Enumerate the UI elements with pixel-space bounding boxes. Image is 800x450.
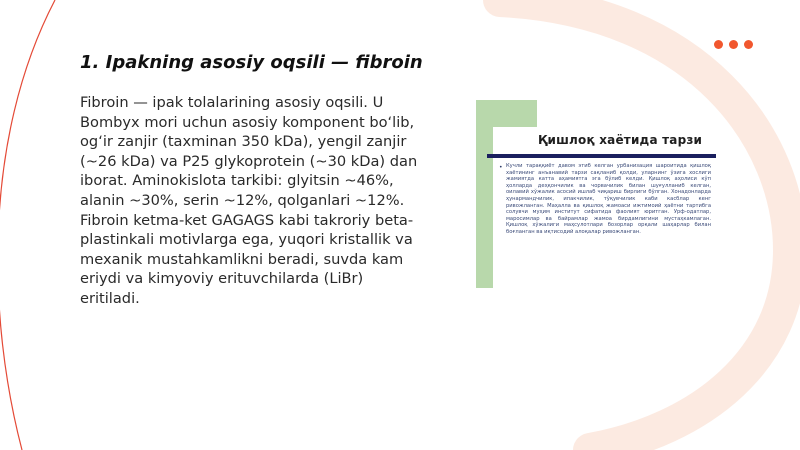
embedded-slide-text: Кучли тараққиёт давом этиб келган урбанизация шароитида қишлоқ хаётининг анъанавий тарзи сақланиб қолди, уларнинг ўзига хослиги жамиятда катта аҳамиятга эга бўлиб келди. Қишлоқ аҳолиси кўп ҳолларда деҳқончилик ва чорвачилик билан шуғулланиб келган, оилавий хўжалик асосий ишлаб чиқариш бирлиги бўлган. Хонадонларда ҳунармандчилик, ипакчилик, тўқувчилик каби касблар кенг ривожланган. Маҳалла ва қишлоқ жамоаси ижтимоий ҳаётни тартибга солувчи муҳим институт сифатида фаолият юритган. Урф-одатлар, маросимлар ва байрамлар жамоа бирдамлигини мустаҳкамлаган. Қишлоқ хўжалиги маҳсулотлари бозорлар орқали шаҳарлар билан боғланган ва иқтисодий алоқалар ривожланган. <box>506 163 711 235</box>
green-frame-horizontal <box>476 100 537 127</box>
embedded-slide-image <box>476 100 716 288</box>
dot <box>744 40 753 49</box>
dot <box>729 40 738 49</box>
green-frame-vertical <box>476 100 493 288</box>
navy-rule <box>487 154 716 158</box>
slide-title: 1. Ipakning asosiy oqsili — fibroin <box>80 52 423 73</box>
slide-body-text: Fibroin — ipak tolalarining asosiy oqsili. U Bombyx mori uchun asosiy komponent bo‘lib, og‘ir zanjir (taxminan 350 kDa), yengil zanjir (~26 kDa) va P25 glykoprotein (~30 kDa) dan iborat. Aminokislota tarkibi: glyitsin ~46%, alanin ~30%, serin ~12%, qolganlari ~12%. Fibroin ketma-ket GAGAGS kabi takroriy beta-plastinkali motivlarga ega, yuqori kristallik va mexanik mustahkamlikni beradi, suvda kam eriydi va kimyoviy erituvchilarda (LiBr) eritiladi. <box>80 94 418 307</box>
bullet-icon: • <box>499 164 503 171</box>
embedded-slide-title: Қишлоқ хаётида тарзи <box>538 133 703 147</box>
left-arc-line <box>0 0 55 450</box>
three-dots-icon <box>714 40 753 49</box>
dot <box>714 40 723 49</box>
